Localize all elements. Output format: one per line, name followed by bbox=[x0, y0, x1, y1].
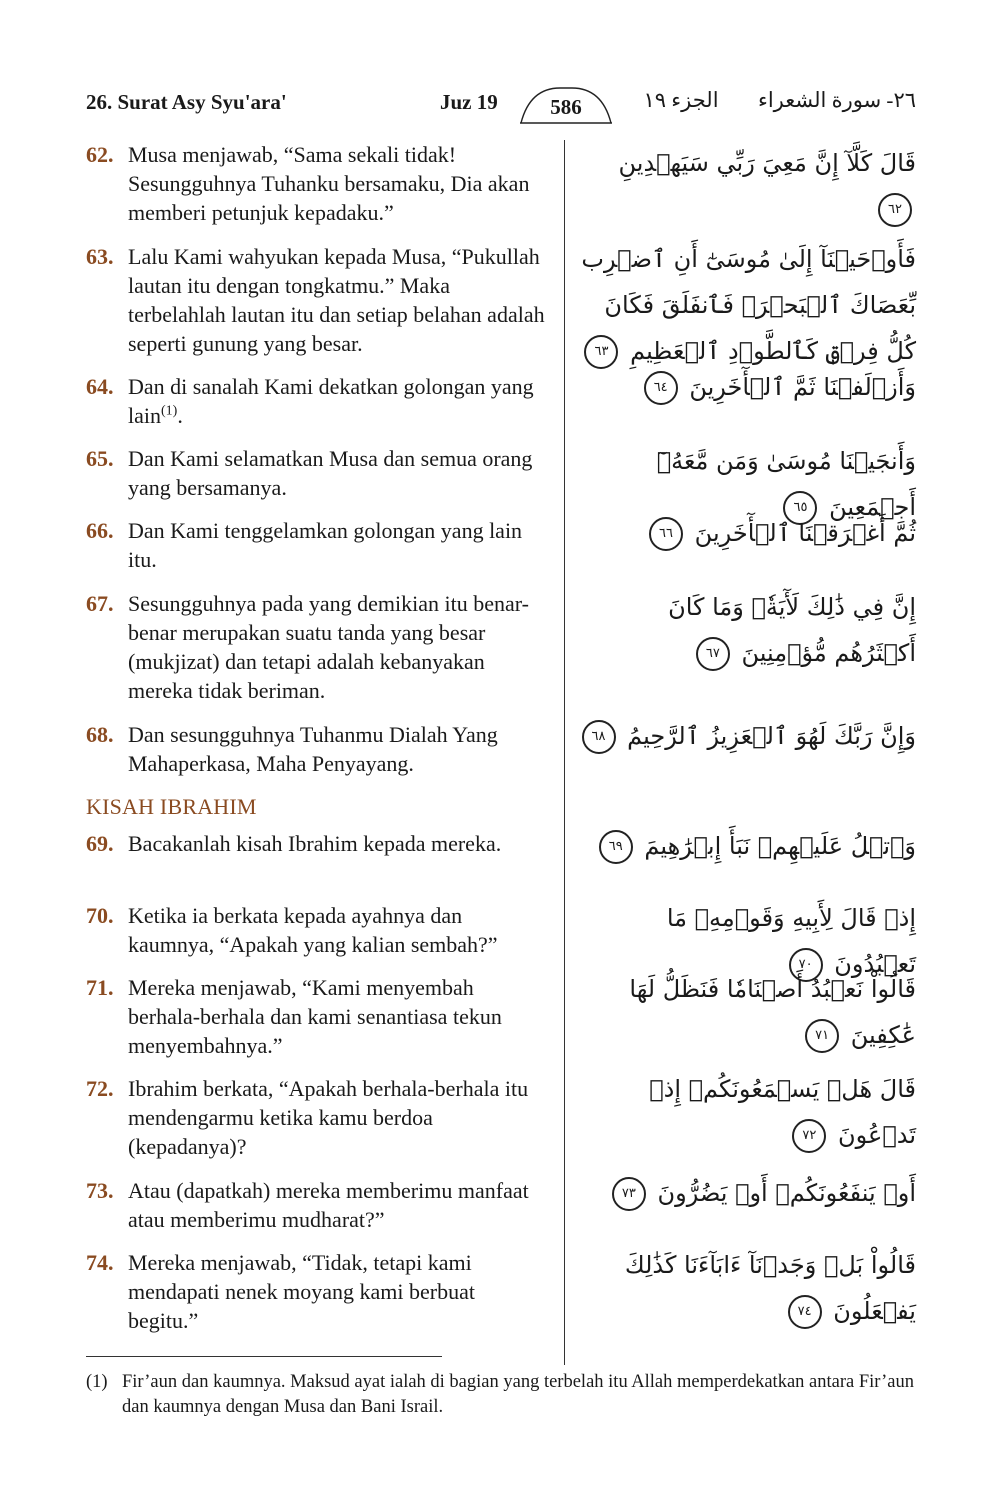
arabic-text: قَالُواْ بَلۡ وَجَدۡنَآ ءَابَآءَنَا كَذَٰلِكَ يَفۡعَلُونَ bbox=[624, 1251, 916, 1325]
arabic-verse-67 bbox=[580, 584, 916, 676]
ayah-marker: ٦٩ bbox=[599, 830, 633, 864]
verse-text: Bacakanlah kisah Ibrahim kepada mereka. bbox=[128, 831, 502, 856]
verse-text: Musa menjawab, “Sama sekali tidak! Sesungguhnya Tuhanku bersamaku, Dia akan memberi petunjuk kepadaku.” bbox=[128, 142, 530, 225]
verse-text: Ibrahim berkata, “Apakah berhala-berhala itu mendengarmu ketika kamu berdoa (kepadanya)? bbox=[128, 1076, 529, 1159]
ayah-marker: ٦٦ bbox=[649, 517, 683, 551]
translation-verse-74 bbox=[86, 1248, 548, 1335]
arabic-verse-72 bbox=[580, 1066, 916, 1158]
arabic-text: ثُمَّ أَغۡرَقۡنَا ٱلۡأٓخَرِينَ bbox=[694, 519, 916, 547]
arabic-text: وَأَنجَيۡنَا مُوسَىٰ وَمَن مَّعَهُۥٓ أَجۡمَعِينَ bbox=[656, 447, 916, 521]
translation-verse-65 bbox=[86, 444, 548, 502]
verse-number: 65. bbox=[86, 446, 114, 471]
verse-text: Dan sesungguhnya Tuhanmu Dialah Yang Mahaperkasa, Maha Penyayang. bbox=[128, 722, 498, 776]
footnote-number: (1) bbox=[86, 1372, 108, 1392]
arabic-verse-62 bbox=[580, 140, 916, 232]
juz-label-latin: Juz 19 bbox=[440, 90, 498, 114]
verse-text: Dan Kami selamatkan Musa dan semua orang yang bersamanya. bbox=[128, 446, 533, 500]
ayah-marker: ٦٨ bbox=[582, 720, 616, 754]
verse-number: 67. bbox=[86, 591, 114, 616]
verse-text: Lalu Kami wahyukan kepada Musa, “Pukullah lautan itu dengan tongkatmu.” Maka terbelahlah lautan itu dan setiap belahan adalah seperti gunung yang besar. bbox=[128, 244, 545, 356]
verse-number: 74. bbox=[86, 1250, 114, 1275]
arabic-text: قَالَ هَلۡ يَسۡمَعُونَكُمۡ إِذۡ تَدۡعُونَ bbox=[649, 1075, 916, 1149]
footnote bbox=[86, 1370, 916, 1420]
verse-text: Dan Kami tenggelamkan golongan yang lain itu. bbox=[128, 518, 523, 572]
arabic-text: وَٱتۡلُ عَلَيۡهِمۡ نَبَأَ إِبۡرَٰهِيمَ bbox=[644, 832, 916, 860]
page-header bbox=[86, 86, 916, 126]
verse-number: 72. bbox=[86, 1076, 114, 1101]
translation-verse-63 bbox=[86, 242, 548, 358]
verse-text bbox=[128, 372, 548, 430]
ayah-marker: ٦٥ bbox=[783, 491, 817, 525]
arabic-text: أَوۡ يَنفَعُونَكُمۡ أَوۡ يَضُرُّونَ bbox=[657, 1179, 916, 1207]
verse-text: Atau (dapatkah) mereka memberimu manfaat atau memberimu mudharat?” bbox=[128, 1178, 529, 1232]
arabic-text: وَأَزۡلَفۡنَا ثَمَّ ٱلۡأٓخَرِينَ bbox=[689, 373, 916, 401]
ayah-marker: ٧٠ bbox=[789, 948, 823, 982]
verse-number: 69. bbox=[86, 831, 114, 856]
juz-label-arabic: الجزء ١٩ bbox=[643, 88, 719, 112]
ayah-marker: ٧١ bbox=[805, 1019, 839, 1053]
arabic-verse-69 bbox=[580, 823, 916, 869]
translation-verse-69 bbox=[86, 829, 548, 858]
translation-verse-70 bbox=[86, 901, 548, 959]
ayah-marker: ٧٢ bbox=[792, 1119, 826, 1153]
column-divider bbox=[564, 140, 565, 1365]
translation-verse-73 bbox=[86, 1176, 548, 1234]
arabic-text: فَأَوۡحَيۡنَآ إِلَىٰ مُوسَىٰٓ أَنِ ٱضۡرِب بِّعَصَاكَ ٱلۡبَحۡرَۖ فَٱنفَلَقَ فَكَانَ كُلُّ فِرۡقٖ كَٱلطَّوۡدِ ٱلۡعَظِيمِ bbox=[581, 245, 916, 365]
verse-text-tail: . bbox=[177, 403, 183, 428]
ayah-marker: ٧٣ bbox=[612, 1177, 646, 1211]
verse-number: 62. bbox=[86, 142, 114, 167]
ayah-marker: ٦٧ bbox=[696, 637, 730, 671]
verse-number: 71. bbox=[86, 975, 114, 1000]
translation-verse-66 bbox=[86, 516, 548, 574]
arabic-verse-74 bbox=[580, 1242, 916, 1334]
verse-number: 73. bbox=[86, 1178, 114, 1203]
translation-verse-68 bbox=[86, 720, 548, 778]
verse-number: 63. bbox=[86, 244, 114, 269]
arabic-text: قَالُواْ نَعۡبُدُ أَصۡنَامٗا فَنَظَلُّ لَهَا عَٰكِفِينَ bbox=[629, 975, 916, 1049]
arabic-verse-68 bbox=[580, 713, 916, 759]
verse-text: Ketika ia berkata kepada ayahnya dan kaumnya, “Apakah yang kalian sembah?” bbox=[128, 903, 498, 957]
translation-verse-72 bbox=[86, 1074, 548, 1161]
page-number: 586 bbox=[550, 95, 582, 119]
verse-number: 64. bbox=[86, 374, 114, 399]
translation-verse-62 bbox=[86, 140, 548, 227]
translation-verse-64 bbox=[86, 372, 548, 430]
arabic-verse-66 bbox=[580, 510, 916, 556]
ayah-marker: ٦٢ bbox=[878, 193, 912, 227]
arabic-text: قَالَ كَلَّآ إِنَّ مَعِيَ رَبِّي سَيَهۡدِينِ bbox=[618, 149, 916, 177]
verse-text: Mereka menjawab, “Tidak, tetapi kami mendapati nenek moyang kami berbuat begitu.” bbox=[128, 1250, 475, 1333]
verse-text: Mereka menjawab, “Kami menyembah berhala-berhala dan kami senantiasa tekun menyembahnya.” bbox=[128, 975, 502, 1058]
arabic-text: إِذۡ قَالَ لِأَبِيهِ وَقَوۡمِهِۦ مَا تَعۡبُدُونَ bbox=[666, 904, 916, 978]
translation-verse-71 bbox=[86, 973, 548, 1060]
verse-number: 66. bbox=[86, 518, 114, 543]
arabic-verse-64 bbox=[580, 364, 916, 410]
footnote-rule bbox=[86, 1356, 442, 1357]
footnote-ref: (1) bbox=[161, 403, 178, 419]
translation-verse-67 bbox=[86, 589, 548, 705]
section-title: KISAH IBRAHIM bbox=[86, 794, 257, 819]
arabic-text: إِنَّ فِي ذَٰلِكَ لَأٓيَةٗۖ وَمَا كَانَ أَكۡثَرُهُم مُّؤۡمِنِينَ bbox=[668, 593, 916, 667]
ayah-marker: ٧٤ bbox=[788, 1295, 822, 1329]
arabic-verse-71 bbox=[580, 966, 916, 1058]
verse-text: Sesungguhnya pada yang demikian itu benar-benar merupakan suatu tanda yang besar (mukjizat) dan tetapi adalah kebanyakan mereka tidak beriman. bbox=[128, 591, 529, 703]
verse-text-main: Dan di sanalah Kami dekatkan golongan yang lain bbox=[128, 374, 534, 428]
arabic-verse-63 bbox=[580, 236, 916, 374]
footnote-text: Fir’aun dan kaumnya. Maksud ayat ialah di bagian yang terbelah itu Allah memperdekatkan antara Fir’aun dan kaumnya dengan Musa dan Bani Israil. bbox=[122, 1372, 914, 1417]
surah-title-arabic: ٢٦- سورة الشعراء bbox=[757, 88, 916, 112]
arabic-text: وَإِنَّ رَبَّكَ لَهُوَ ٱلۡعَزِيزُ ٱلرَّحِيمُ bbox=[627, 722, 916, 750]
ayah-marker: ٦٤ bbox=[644, 371, 678, 405]
surah-title-latin: 26. Surat Asy Syu'ara' bbox=[86, 90, 287, 114]
verse-number: 68. bbox=[86, 722, 114, 747]
arabic-verse-73 bbox=[580, 1170, 916, 1216]
verse-number: 70. bbox=[86, 903, 114, 928]
ayah-marker: ٦٣ bbox=[584, 335, 618, 369]
